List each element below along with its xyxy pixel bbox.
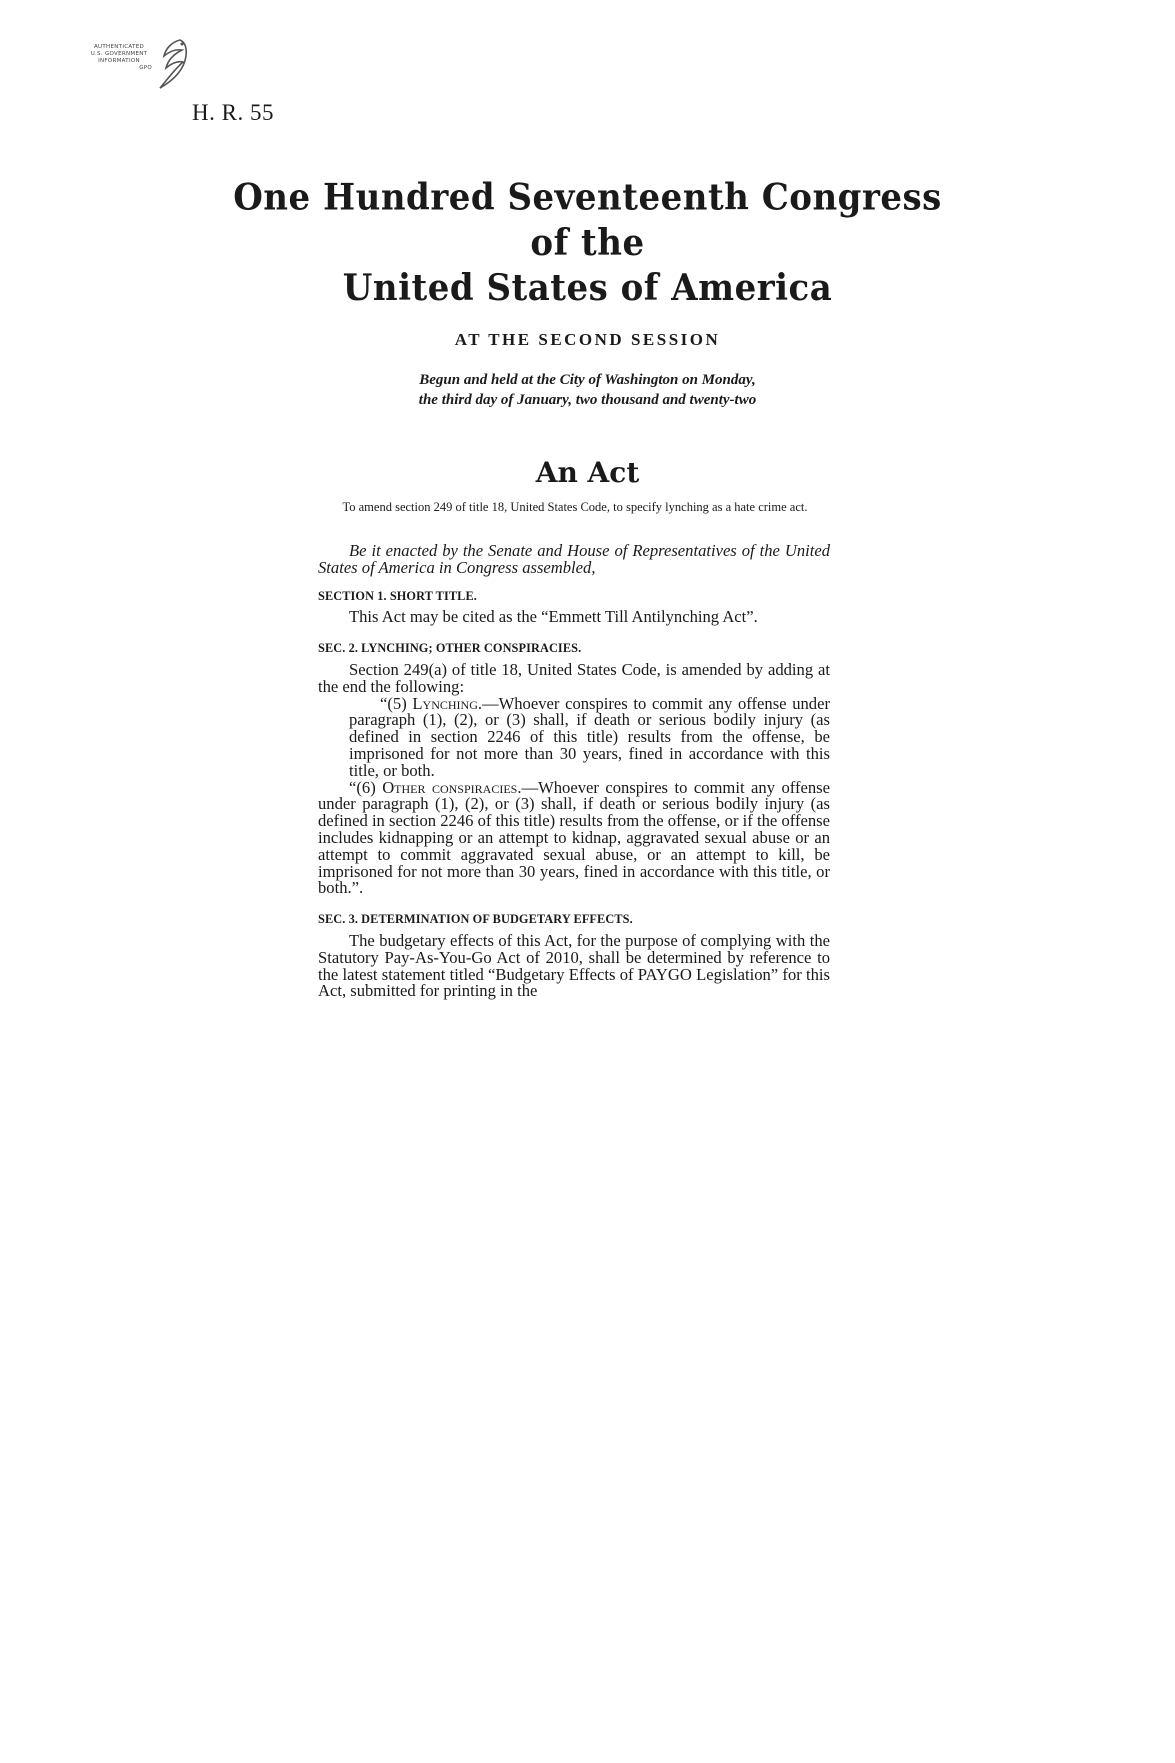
section-3-heading: SEC. 3. DETERMINATION OF BUDGETARY EFFECTS. [318, 912, 633, 927]
purpose-statement: To amend section 249 of title 18, United States Code, to specify lynching as a hate crime act. [342, 500, 808, 514]
congress-line-3: United States of America [342, 266, 833, 310]
paragraph-5-caption: Lynching [412, 693, 478, 713]
paragraph-6-caption: Other conspiracies [382, 777, 518, 797]
congress-line-1: One Hundred Seventeenth Congress [233, 176, 942, 220]
section-3-text: The budgetary effects of this Act, for the purpose of complying with the Statutory Pay-As-You-Go Act of 2010, shall be determined by reference to the latest statement titled “Budgetary Effects of PAYGO Legislation” for this Act, submitted for printing in the [318, 930, 830, 1001]
section-1-text: This Act may be cited as the “Emmett Till Antilynching Act”. [349, 607, 758, 627]
section-2-intro: Section 249(a) of title 18, United States Code, is amended by adding at the end the following: [318, 659, 830, 696]
enacting-clause: Be it enacted by the Senate and House of Representatives of the United States of America in Congress assembled, [318, 541, 830, 577]
bill-number: H. R. 55 [192, 100, 274, 125]
begun-clause: Begun and held at the City of Washington on Monday, the third day of January, two thousand and twenty-two [418, 372, 757, 408]
paragraph-5: “(5) Lynching.—Whoever conspires to commit any offense under paragraph (1), (2), or (3) shall, if death or serious bodily injury (as defined in section 2246 of this title) results from the offense, be imprisoned for not more than 30 years, fined in accordance with this title, or both. [349, 693, 830, 780]
gpo-authenticated-seal [78, 36, 190, 96]
an-act-title: An Act [535, 456, 640, 489]
session-heading: AT THE SECOND SESSION [454, 330, 721, 349]
congress-line-2: of the [530, 221, 645, 265]
seal-text: AUTHENTICATED U.S. GOVERNMENT INFORMATION GPO [90, 44, 152, 71]
eagle-icon [150, 36, 190, 96]
section-2-heading: SEC. 2. LYNCHING; OTHER CONSPIRACIES. [318, 641, 582, 656]
paragraph-6: “(6) Other conspiracies.—Whoever conspires to commit any offense under paragraph (1), (2), or (3) shall, if death or serious bodily injury (as defined in section 2246 of this title) results from the offense, or if the offense includes kidnapping or an attempt to kidnap, aggravated sexual abuse or an attempt to commit aggravated sexual abuse, or an attempt to kill, be imprisoned for not more than 30 years, fined in accordance with this title, or both.”. [318, 777, 830, 898]
section-1-heading: SECTION 1. SHORT TITLE. [318, 588, 477, 603]
congress-heading [0, 175, 1175, 311]
bill-body [318, 543, 830, 1000]
